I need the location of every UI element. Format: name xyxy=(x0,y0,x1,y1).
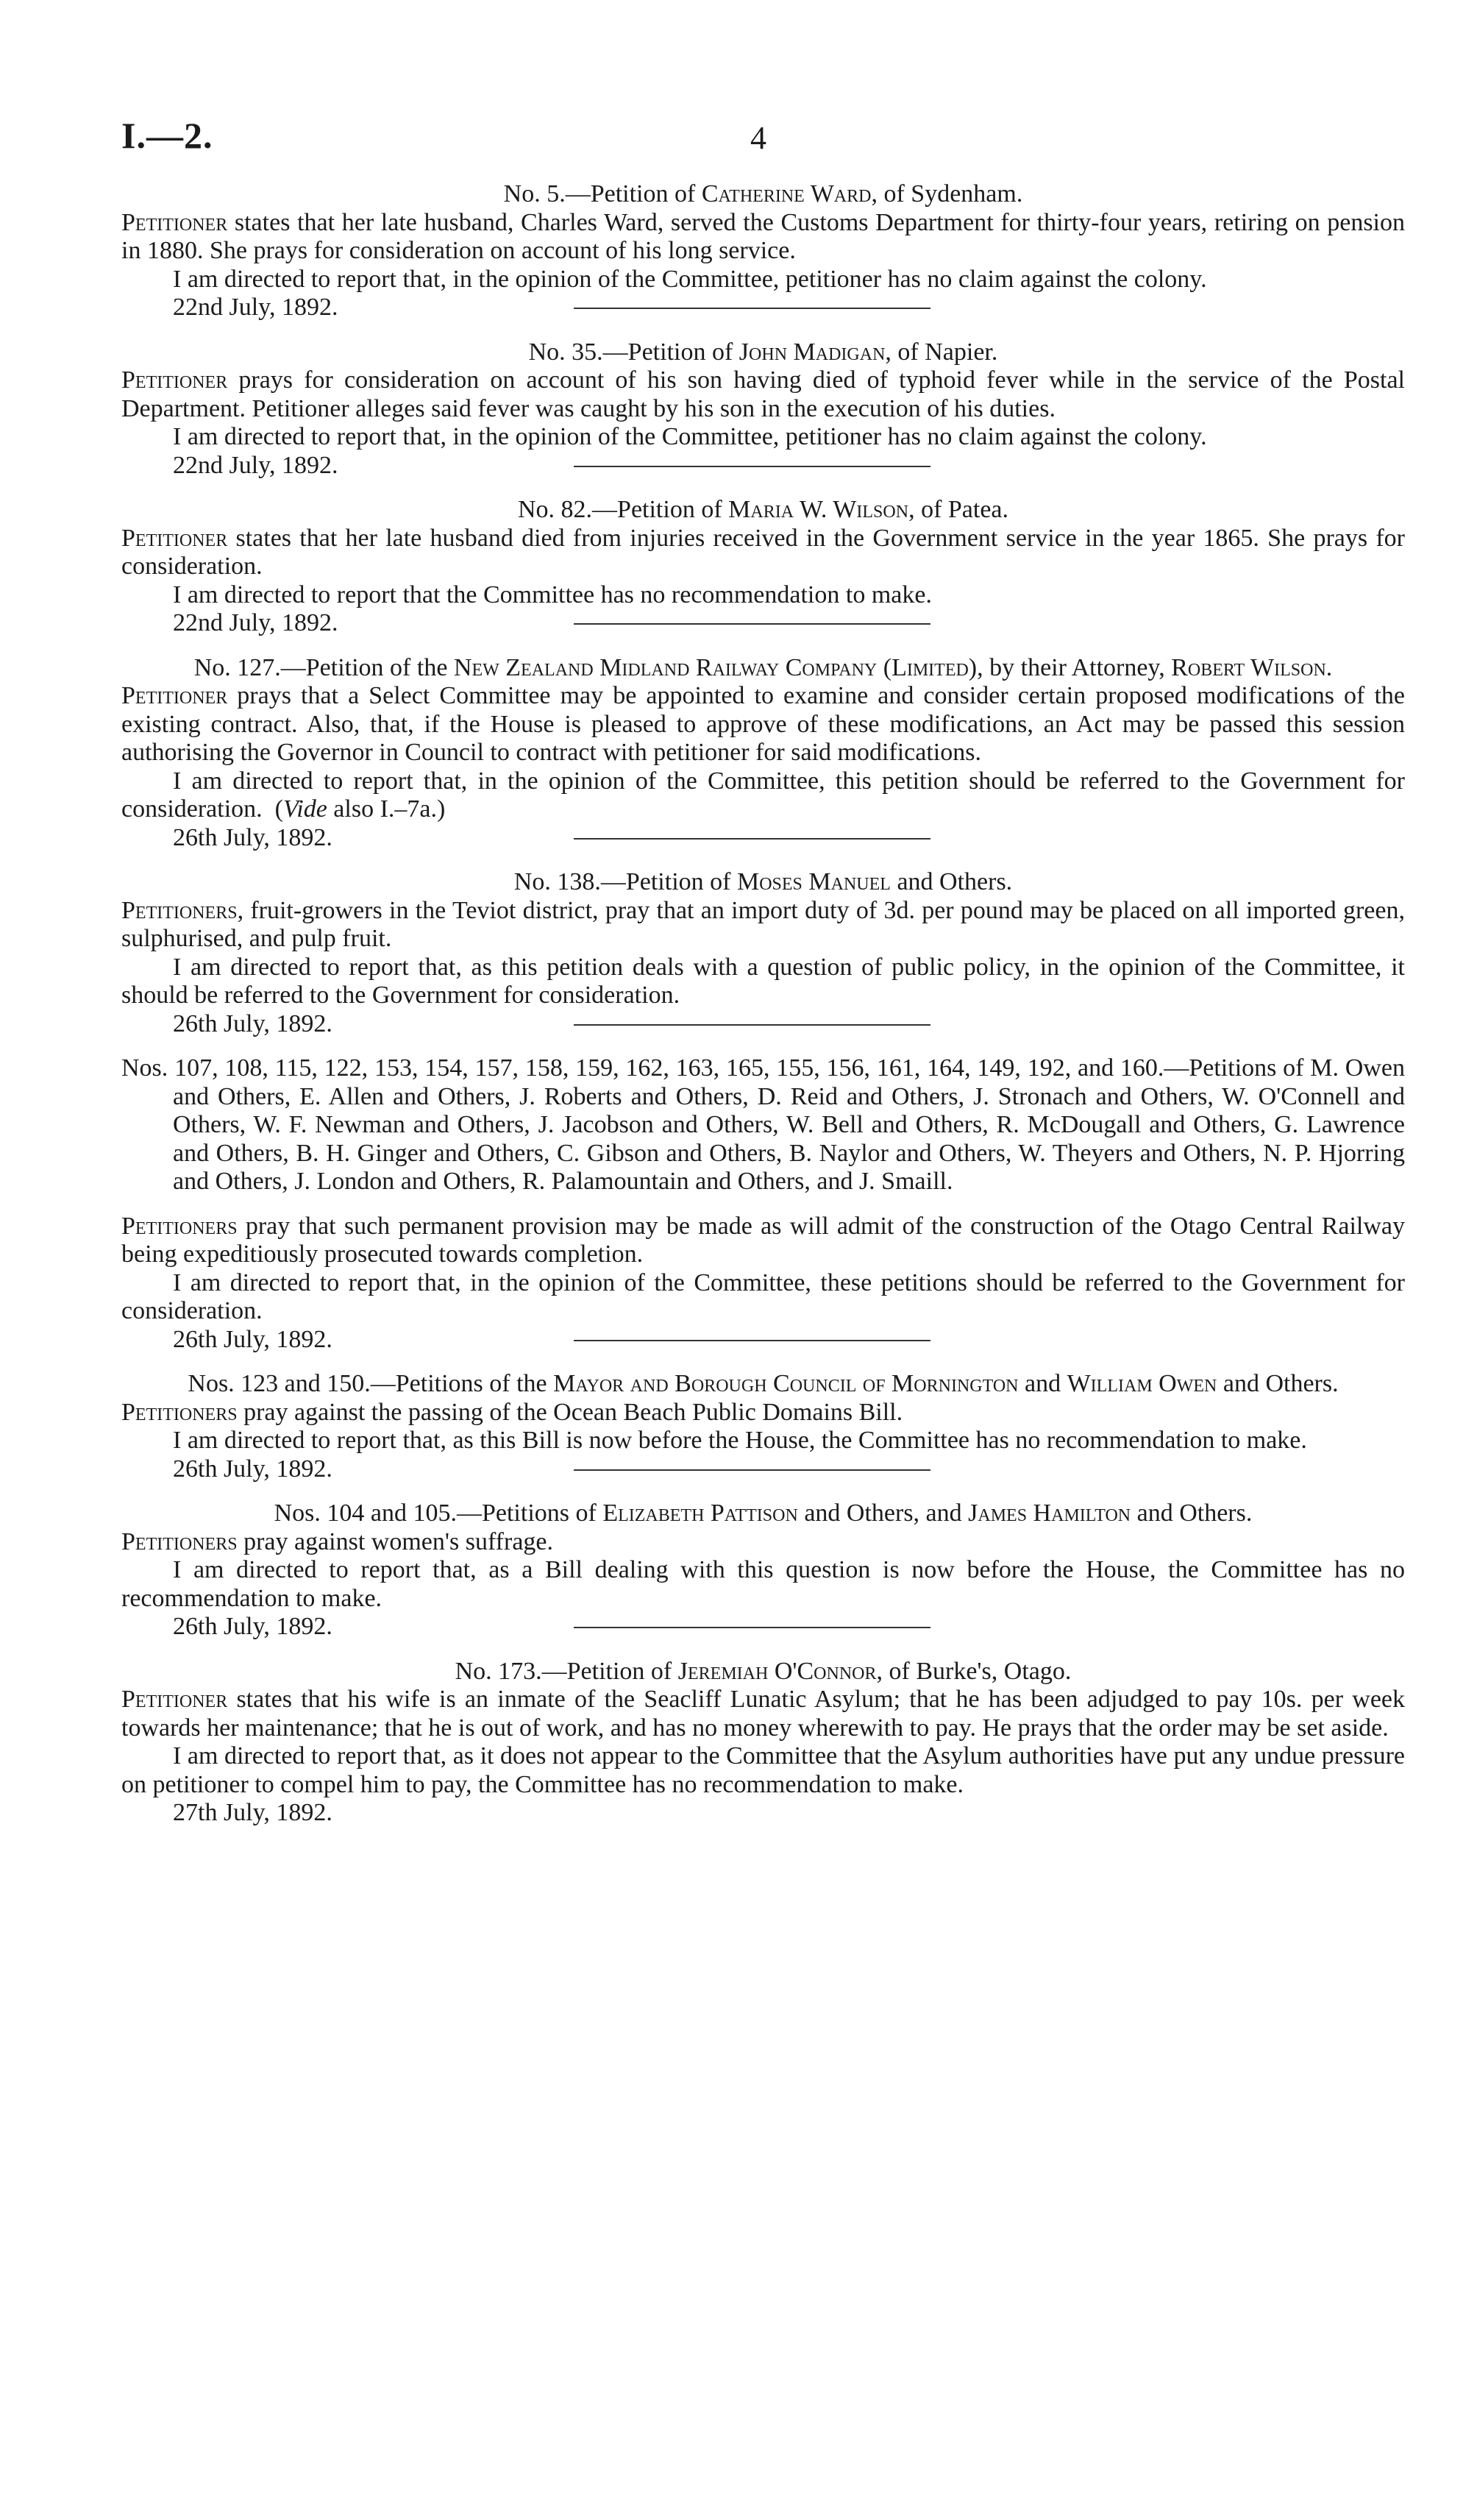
petition-date-row xyxy=(121,1455,1405,1484)
petition-entry xyxy=(121,1499,1405,1641)
petitioner-name: John Madigan xyxy=(738,338,886,366)
petitioner-name: Mayor and Borough Council of Mornington xyxy=(553,1370,1019,1397)
petition-heading: No. 35.—Petition of John Madigan, of Napier. xyxy=(528,338,998,366)
attorney-name: Robert Wilson xyxy=(1171,653,1326,681)
petition-heading: No. 82.—Petition of Maria W. Wilson, of Patea. xyxy=(517,496,1009,523)
petition-entry xyxy=(121,180,1405,322)
page-number: 4 xyxy=(750,120,766,156)
section-divider xyxy=(574,623,930,625)
committee-report: I am directed to report that, in the opinion of the Committee, these petitions should be referred to the Government for consideration. xyxy=(121,1268,1405,1324)
report-date: 26th July, 1892. xyxy=(173,1325,332,1353)
petitioner-name: New Zealand Midland Railway Company (Limited) xyxy=(453,653,978,681)
section-divider xyxy=(574,466,930,467)
petition-heading: No. 173.—Petition of Jeremiah O'Connor, of Burke's, Otago. xyxy=(455,1657,1072,1685)
report-date: 26th July, 1892. xyxy=(173,823,332,851)
petition-heading: Nos. 123 and 150.—Petitions of the Mayor and Borough Council of Mornington and William Owen and Others. xyxy=(188,1370,1339,1397)
section-divider xyxy=(574,1340,930,1341)
petition-statement: Petitioner states that his wife is an inmate of the Seacliff Lunatic Asylum; that he has been adjudged to pay 10s. per week towards her maintenance; that he is out of work, and has no money wherewith to pay. He prays that the order may be set aside. xyxy=(121,1686,1405,1742)
petition-entry xyxy=(121,1370,1405,1483)
report-date: 26th July, 1892. xyxy=(173,1009,332,1037)
petition-date-row xyxy=(121,294,1405,322)
committee-report: I am directed to report that the Committee has no recommendation to make. xyxy=(173,581,932,608)
petition-statement: Petitioner states that her late husband died from injuries received in the Government service in the year 1865. She prays for consideration. xyxy=(121,524,1405,580)
section-divider xyxy=(574,1024,930,1026)
petition-entry xyxy=(121,496,1405,638)
petitioner-name: Catherine Ward xyxy=(701,180,872,207)
petition-heading: No. 138.—Petition of Moses Manuel and Others. xyxy=(513,868,1013,895)
report-date: 22nd July, 1892. xyxy=(173,609,338,636)
petitioner-name-secondary: James Hamilton xyxy=(968,1499,1131,1527)
committee-report: I am directed to report that, in the opinion of the Committee, petitioner has no claim against the colony. xyxy=(173,423,1207,450)
petition-heading: Nos. 104 and 105.—Petitions of Elizabeth Pattison and Others, and James Hamilton and Others. xyxy=(274,1499,1253,1527)
section-divider xyxy=(574,1627,930,1628)
petitioner-name: Moses Manuel xyxy=(736,868,891,895)
committee-report: I am directed to report that, as this petition deals with a question of public policy, in the opinion of the Committee, it should be referred to the Government for consideration. xyxy=(121,953,1405,1009)
petition-heading: No. 5.—Petition of Catherine Ward, of Sydenham. xyxy=(503,180,1023,207)
petition-date-row xyxy=(121,609,1405,638)
petition-statement: Petitioner prays that a Select Committee may be appointed to examine and consider certain proposed modifications of the existing contract. Also, that, if the House is pleased to approve of these modifications, an Act may be passed this session authorising the Governor in Council to contract with petitioner for said modifications. xyxy=(121,682,1405,766)
report-date: 26th July, 1892. xyxy=(173,1613,332,1640)
petition-heading: No. 127.—Petition of the New Zealand Midland Railway Company (Limited), by their Attorney, Robert Wilson. xyxy=(193,653,1333,681)
petition-date-row xyxy=(121,452,1405,480)
petitions-content xyxy=(121,180,1405,1828)
petition-entry xyxy=(121,1658,1405,1828)
section-divider xyxy=(574,308,930,309)
petition-date-row xyxy=(121,1613,1405,1641)
petition-entry xyxy=(121,1054,1405,1354)
petition-statement: Petitioners pray against the passing of the Ocean Beach Public Domains Bill. xyxy=(121,1398,903,1426)
report-date: 22nd July, 1892. xyxy=(173,294,338,321)
section-divider xyxy=(574,838,930,840)
report-date: 27th July, 1892. xyxy=(173,1799,332,1826)
section-divider xyxy=(574,1469,930,1471)
petitioner-name-secondary: William Owen xyxy=(1067,1370,1217,1397)
petition-date-row xyxy=(121,1326,1405,1355)
petition-entry xyxy=(121,338,1405,480)
petition-entry xyxy=(121,868,1405,1038)
report-date: 22nd July, 1892. xyxy=(173,451,338,479)
petition-date-row xyxy=(121,824,1405,853)
committee-report: I am directed to report that, in the opinion of the Committee, this petition should be referred to the Government for consideration. (Vide also I.–7a.) xyxy=(121,767,1405,823)
petition-heading: Nos. 107, 108, 115, 122, 153, 154, 157, 158, 159, 162, 163, 165, 155, 156, 161, 164, 149, 192, and 160.—Petitions of M. Owen and Others, E. Allen and Others, J. Roberts and Others, D. Reid and Others, J. Stronach and Others, W. O'Connell and Others, W. F. Newman and Others, J. Jacobson and Others, W. Bell and Others, R. McDougall and Others, G. Lawrence and Others, B. H. Ginger and Others, C. Gibson and Others, B. Naylor and Others, W. Theyers and Others, N. P. Hjorring and Others, J. London and Others, R. Palamountain and Others, and J. Smaill. xyxy=(121,1054,1405,1195)
committee-report: I am directed to report that, as a Bill dealing with this question is now before the House, the Committee has no recommendation to make. xyxy=(121,1556,1405,1612)
committee-report: I am directed to report that, in the opinion of the Committee, petitioner has no claim against the colony. xyxy=(173,265,1207,293)
cross-reference: also I.–7a.) xyxy=(327,795,446,823)
series-header: I.—2. xyxy=(121,115,213,156)
petition-statement: Petitioners pray that such permanent provision may be made as will admit of the construction of the Otago Central Railway being expeditiously prosecuted towards completion. xyxy=(121,1212,1405,1268)
committee-report: I am directed to report that, as this Bill is now before the House, the Committee has no recommendation to make. xyxy=(173,1427,1307,1454)
report-date: 26th July, 1892. xyxy=(173,1455,332,1483)
petitioner-name: Elizabeth Pattison xyxy=(602,1499,798,1527)
petition-entry xyxy=(121,654,1405,853)
petition-statement: Petitioner states that her late husband, Charles Ward, served the Customs Department for thirty-four years, retiring on pension in 1880. She prays for consideration on account of his long service. xyxy=(121,208,1405,264)
petition-statement: Petitioners pray against women's suffrage. xyxy=(121,1527,553,1555)
committee-report: I am directed to report that, as it does not appear to the Committee that the Asylum authorities have put any undue pressure on petitioner to compel him to pay, the Committee has no recommendation to make. xyxy=(121,1742,1405,1798)
petition-date-row xyxy=(121,1010,1405,1039)
petitioner-name: Jeremiah O'Connor xyxy=(677,1657,877,1685)
petition-statement: Petitioners, fruit-growers in the Teviot district, pray that an import duty of 3d. per pound may be placed on all imported green, sulphurised, and pulp fruit. xyxy=(121,896,1405,952)
vide-label: Vide xyxy=(283,795,327,823)
petition-statement: Petitioner prays for consideration on account of his son having died of typhoid fever while in the service of the Postal Department. Petitioner alleges said fever was caught by his son in the execution of his duties. xyxy=(121,366,1405,422)
petitioner-name: Maria W. Wilson xyxy=(728,496,909,523)
